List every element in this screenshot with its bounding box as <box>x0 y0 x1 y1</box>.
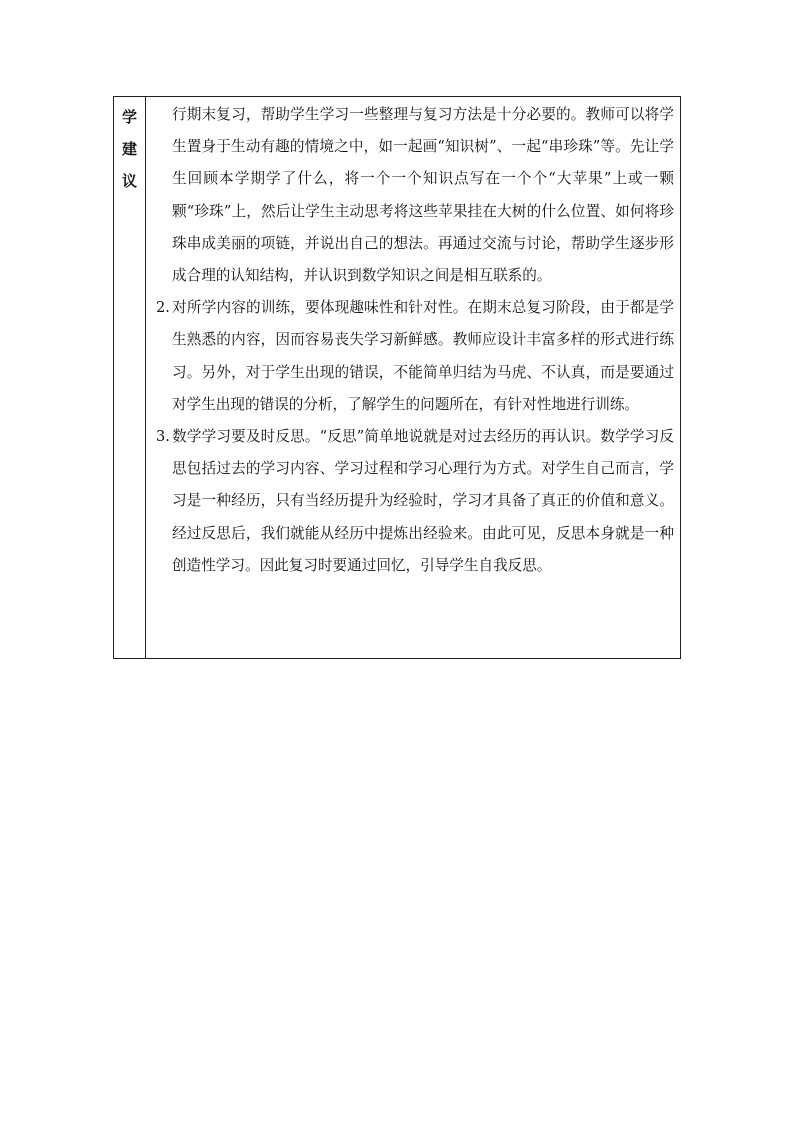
row-label-char: 建 <box>121 140 137 158</box>
row-label-cell <box>114 97 146 658</box>
suggestion-content-cell <box>146 97 680 658</box>
paragraph-text: 对所学内容的训练，要体现趣味性和针对性。在期末总复习阶段，由于都是学生熟悉的内容，因而容易丧失学习新鲜感。教师应设计丰富多样的形式进行练习。另外，对于学生出现的错误，不能简单归结为马虎、不认真，而是要通过对学生出现的错误的分析，了解学生的问题所在，有针对性地进行训练。 <box>172 299 674 413</box>
suggestion-paragraph-3 <box>150 421 674 582</box>
row-label-char: 学 <box>121 108 137 126</box>
row-label-char: 议 <box>121 172 137 190</box>
suggestion-table <box>113 96 681 659</box>
paragraph-text: 行期末复习，帮助学生学习一些整理与复习方法是十分必要的。教师可以将学生置身于生动有趣的情境之中，如一起画“知识树”、一起“串珍珠”等。先让学生回顾本学期学了什么，将一个一个知识点写在一个个“大苹果”上或一颗颗“珍珠”上，然后让学生主动思考将这些苹果挂在大树的什么位置、如何将珍珠串成美丽的项链，并说出自己的想法。再通过交流与讨论，帮助学生逐步形成合理的认知结构，并认识到数学知识之间是相互联系的。 <box>172 106 674 285</box>
paragraph-number: 2. <box>156 299 170 317</box>
paragraph-number: 3. <box>156 428 170 446</box>
suggestion-paragraph-1 <box>150 99 674 292</box>
paragraph-text: 数学学习要及时反思。“反思”简单地说就是对过去经历的再认识。数学学习反思包括过去的学习内容、学习过程和学习心理行为方式。对学生自己而言，学习是一种经历，只有当经历提升为经验时，学习才具备了真正的价值和意义。经过反思后，我们就能从经历中提炼出经验来。由此可见，反思本身就是一种创造性学习。因此复习时要通过回忆，引导学生自我反思。 <box>172 428 674 574</box>
suggestion-paragraph-2 <box>150 292 674 421</box>
